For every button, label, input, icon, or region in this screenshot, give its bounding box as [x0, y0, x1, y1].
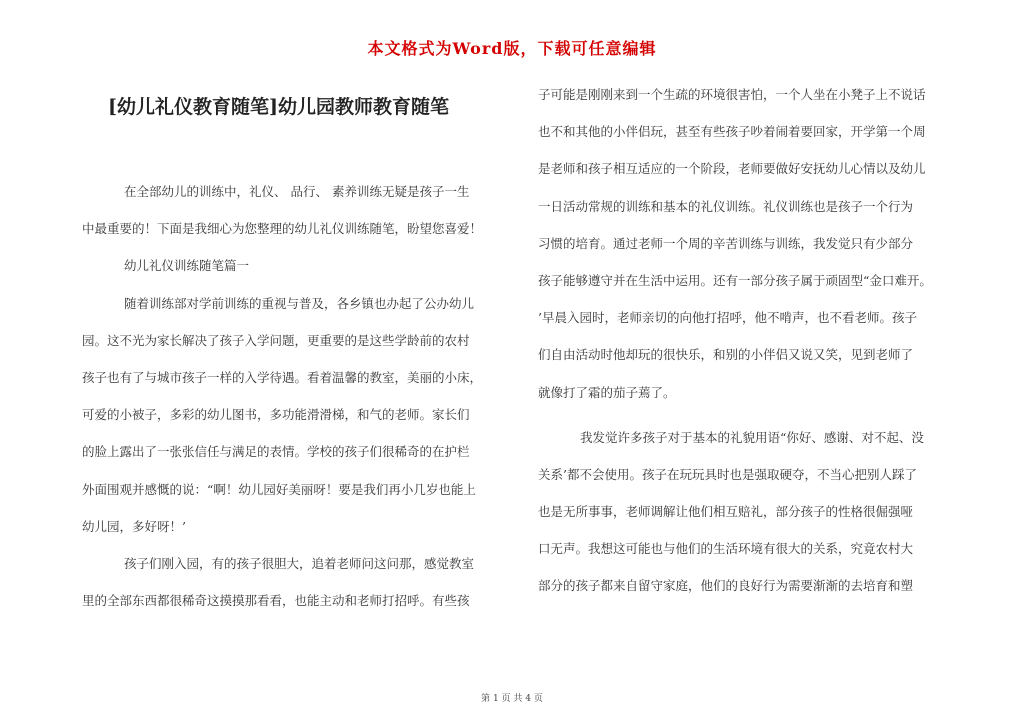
left-column	[82, 173, 510, 619]
page-number: 第 1 页 共 4 页	[481, 694, 543, 704]
text-line: 也不和其他的小伴侣玩，甚至有些孩子吵着闹着要回家，开学第一个周	[538, 124, 926, 140]
text-line: 在全部幼儿的训练中，礼仪、 品行、 素养训练无疑是孩子一生	[124, 184, 470, 199]
text-line: ’早晨入园时，老师亲切的向他打招呼，他不啃声，也不看老师。孩子	[538, 310, 917, 326]
right-column	[538, 76, 962, 605]
text-line: 习惯的培育。通过老师一个周的辛苦训练与训练，我发觉只有少部分	[538, 235, 914, 251]
text-line: 可爱的小被子，多彩的幼儿图书，多功能滑滑梯，和气的老师。家长们	[82, 407, 470, 423]
text-line: 的脸上露出了一张张信任与满足的表情。学校的孩子们很稀奇的在护栏	[82, 444, 470, 460]
text-line: 一日活动常规的训练和基本的礼仪训练。礼仪训练也是孩子一个行为	[538, 198, 914, 214]
document-title: [幼儿礼仪教育随笔]幼儿园教师教育随笔	[108, 96, 449, 118]
text-line: 就像打了霜的茄子蔫了。	[538, 384, 676, 400]
text-line: 我发觉许多孩子对于基本的礼貌用语“你好、感谢、对不起、没	[580, 429, 924, 445]
text-line: 孩子能够遵守并在生活中运用。还有一部分孩子属于顽固型“金口难开。	[538, 272, 932, 288]
text-line: 子可能是刚刚来到一个生疏的环境很害怕，一个人坐在小凳子上不说话	[538, 87, 926, 102]
text-line: 幼儿园，多好呀！’	[82, 518, 186, 534]
text-line: 关系’都不会使用。孩子在玩玩具时也是强取硬夺，不当心把别人踩了	[538, 466, 917, 482]
text-line: 随着训练部对学前训练的重视与普及，各乡镇也办起了公办幼儿	[124, 295, 475, 311]
text-line: 们自由活动时他却玩的很快乐，和别的小伴侣又说又笑，见到老师了	[538, 347, 914, 363]
text-line: 也是无所事事，老师调解让他们相互赔礼，部分孩子的性格很倔强哑	[538, 504, 914, 520]
text-line: 外面围观并感慨的说：“啊！幼儿园好美丽呀！要是我们再小几岁也能上	[82, 481, 476, 497]
text-line: 孩子也有了与城市孩子一样的入学待遇。看着温馨的教室，美丽的小床，	[82, 369, 483, 385]
text-line: 部分的孩子都来自留守家庭，他们的良好行为需要渐渐的去培育和塑	[538, 578, 914, 594]
text-line: 中最重要的！下面是我细心为您整理的幼儿礼仪训练随笔，盼望您喜爱！	[82, 221, 483, 237]
text-line: 幼儿礼仪训练随笔篇一	[124, 258, 250, 274]
text-line: 口无声。我想这可能也与他们的生活环境有很大的关系，究竟农村大	[538, 541, 914, 557]
text-line: 园。这不光为家长解决了孩子入学问题，更重要的是这些学龄前的农村	[82, 332, 470, 348]
text-line: 是老师和孩子相互适应的一个阶段，老师要做好安抚幼儿心情以及幼儿	[538, 161, 926, 177]
text-line: 孩子们刚入园，有的孩子很胆大，追着老师问这问那，感觉教室	[124, 555, 475, 571]
word-format-banner: 本文格式为Word版，下载可任意编辑	[367, 39, 657, 58]
text-line: 里的全部东西都很稀奇这摸摸那看看，也能主动和老师打招呼。有些孩	[82, 593, 470, 609]
